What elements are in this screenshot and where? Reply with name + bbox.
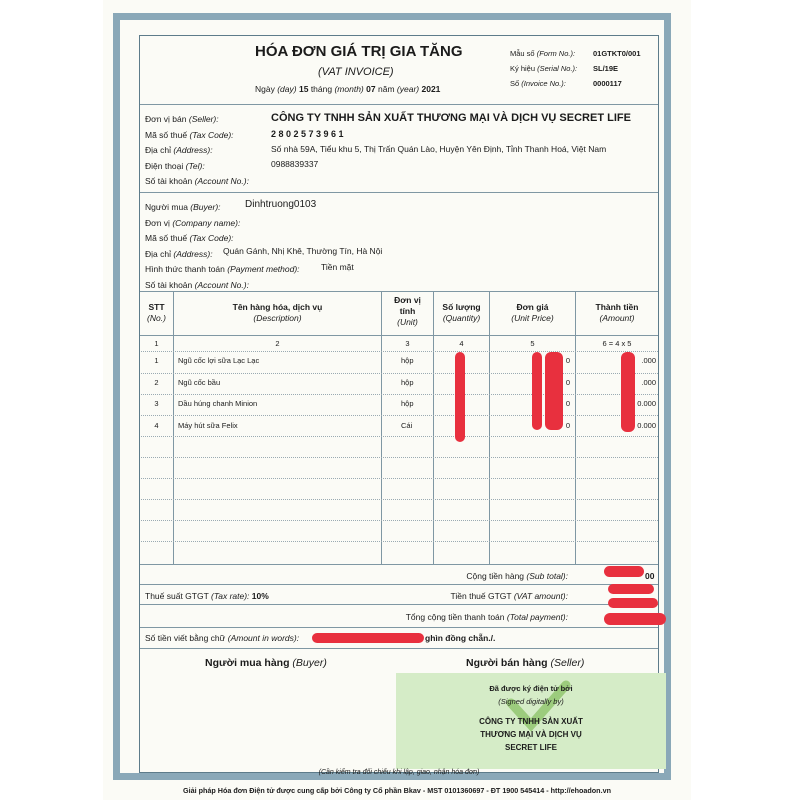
- redaction-mark: [532, 352, 542, 430]
- amount-in-words-value: ghìn đồng chẵn./.: [425, 633, 496, 643]
- digital-signature-stamp: [396, 673, 666, 769]
- row-unit: hộp: [401, 378, 414, 387]
- redaction-mark: [312, 633, 424, 643]
- row-unit-price: 0: [565, 356, 570, 365]
- col-num-4: 4: [459, 339, 464, 348]
- buyer-name: Dinhtruong0103: [245, 199, 317, 210]
- col-num-5: 5: [530, 339, 535, 348]
- signed-by-label: Đã được ký điện tử bởi: [489, 684, 573, 693]
- seller-tax-code: 2 8 0 2 5 7 3 9 6 1: [271, 129, 344, 139]
- buyer-labels: Người mua (Buyer): Đơn vị (Company name): Mã số thuế (Tax Code): Địa chỉ (Address): Hình thức thanh toán (Payment method): Số tài khoản (Account No.):: [145, 202, 300, 290]
- row-stt: 1: [154, 356, 159, 365]
- col-num-1: 1: [154, 339, 159, 348]
- seller-phone: 0988839337: [271, 159, 319, 169]
- col-amount: Thành tiền (Amount): [595, 302, 639, 323]
- col-num-2: 2: [275, 339, 280, 348]
- col-description: Tên hàng hóa, dịch vụ (Description): [232, 302, 323, 323]
- subtotal-label: Cộng tiền hàng (Sub total):: [466, 571, 568, 581]
- col-stt: STT (No.): [147, 302, 166, 323]
- invoice-title: HÓA ĐƠN GIÁ TRỊ GIA TĂNG: [255, 43, 463, 60]
- redaction-mark: [608, 584, 654, 594]
- footer-note: (Cần kiểm tra đối chiếu khi lập, giao, nhận hóa đơn): [318, 769, 480, 776]
- col-num-3: 3: [405, 339, 410, 348]
- signed-by-label-en: (Signed digitally by): [498, 697, 564, 706]
- invoice-meta: Mẫu số (Form No.): Ký hiệu (Serial No.): Số (Invoice No.):: [510, 49, 578, 88]
- redaction-mark: [604, 566, 644, 577]
- row-stt: 4: [154, 421, 159, 430]
- row-unit: hộp: [401, 399, 414, 408]
- buyer-signature-label: Người mua hàng (Buyer): [205, 657, 327, 669]
- invoice-subtitle: (VAT INVOICE): [318, 66, 394, 78]
- payment-method: Tiền mặt: [321, 262, 354, 272]
- col-num-6: 6 = 4 x 5: [602, 339, 632, 348]
- row-amount: 0.000: [637, 421, 656, 430]
- amount-in-words-label: Số tiền viết bằng chữ (Amount in words):: [145, 633, 300, 643]
- row-unit-price: 0: [565, 378, 570, 387]
- total-payment-label: Tổng cộng tiền thanh toán (Total payment):: [405, 612, 568, 622]
- row-amount: 0.000: [637, 399, 656, 408]
- col-unit-price: Đơn giá (Unit Price): [511, 302, 554, 323]
- row-unit-price: 0: [565, 399, 570, 408]
- seller-name: CÔNG TY TNHH SẢN XUẤT THƯƠNG MẠI VÀ DỊCH VỤ SECRET LIFE: [271, 112, 631, 124]
- subtotal-value: 00: [645, 571, 655, 581]
- row-description: Dầu húng chanh Minion: [178, 399, 258, 408]
- row-unit-price: 0: [565, 421, 570, 430]
- vat-rate-label: Thuế suất GTGT (Tax rate): 10%: [145, 591, 269, 601]
- col-unit: Đơn vị tính (Unit): [394, 295, 421, 327]
- serial-number: SL/19E: [593, 64, 619, 73]
- redaction-mark: [621, 352, 635, 432]
- row-amount: .000: [641, 378, 656, 387]
- redaction-mark: [604, 613, 666, 625]
- form-number: 01GTKT0/001: [593, 49, 641, 58]
- row-description: Ngũ cốc bầu: [178, 378, 221, 387]
- signer-name-3: SECRET LIFE: [504, 743, 557, 752]
- seller-signature-label: Người bán hàng (Seller): [466, 657, 585, 669]
- redaction-mark: [455, 352, 465, 442]
- invoice-number: 0000117: [593, 79, 622, 88]
- row-unit: hộp: [401, 356, 414, 365]
- footer-provider-line: Giải pháp Hóa đơn Điện tử được cung cấp bởi Công ty Cổ phần Bkav - MST 0101360697 - ĐT 1900 545414 - http://ehoadon.vn: [183, 786, 611, 795]
- seller-labels: Đơn vị bán (Seller): Mã số thuế (Tax Code): Địa chỉ (Address): Điện thoại (Tel): Số tài khoản (Account No.):: [145, 114, 249, 186]
- invoice-meta-values: [593, 46, 641, 91]
- invoice-date: Ngày (day) 15 tháng (month) 07 năm (year) 2021: [255, 84, 441, 94]
- row-stt: 3: [154, 399, 159, 408]
- signer-name-1: CÔNG TY TNHH SẢN XUẤT: [479, 717, 583, 726]
- row-unit: Cái: [401, 421, 413, 430]
- seller-address: Số nhà 59A, Tiểu khu 5, Thị Trấn Quán Lào, Huyện Yên Định, Tỉnh Thanh Hoá, Việt Nam: [271, 144, 607, 154]
- redaction-mark: [545, 352, 563, 430]
- row-description: Máy hút sữa Felix: [178, 421, 238, 430]
- vat-amount-label: Tiền thuế GTGT (VAT amount):: [450, 591, 568, 601]
- row-description: Ngũ cốc lợi sữa Lạc Lạc: [178, 356, 260, 365]
- col-quantity: Số lượng (Quantity): [442, 302, 481, 323]
- signer-name-2: THƯƠNG MẠI VÀ DỊCH VỤ: [480, 730, 582, 739]
- buyer-address: Quán Gánh, Nhị Khê, Thường Tín, Hà Nội: [223, 246, 383, 256]
- redaction-mark: [608, 598, 658, 608]
- row-amount: .000: [641, 356, 656, 365]
- row-stt: 2: [154, 378, 159, 387]
